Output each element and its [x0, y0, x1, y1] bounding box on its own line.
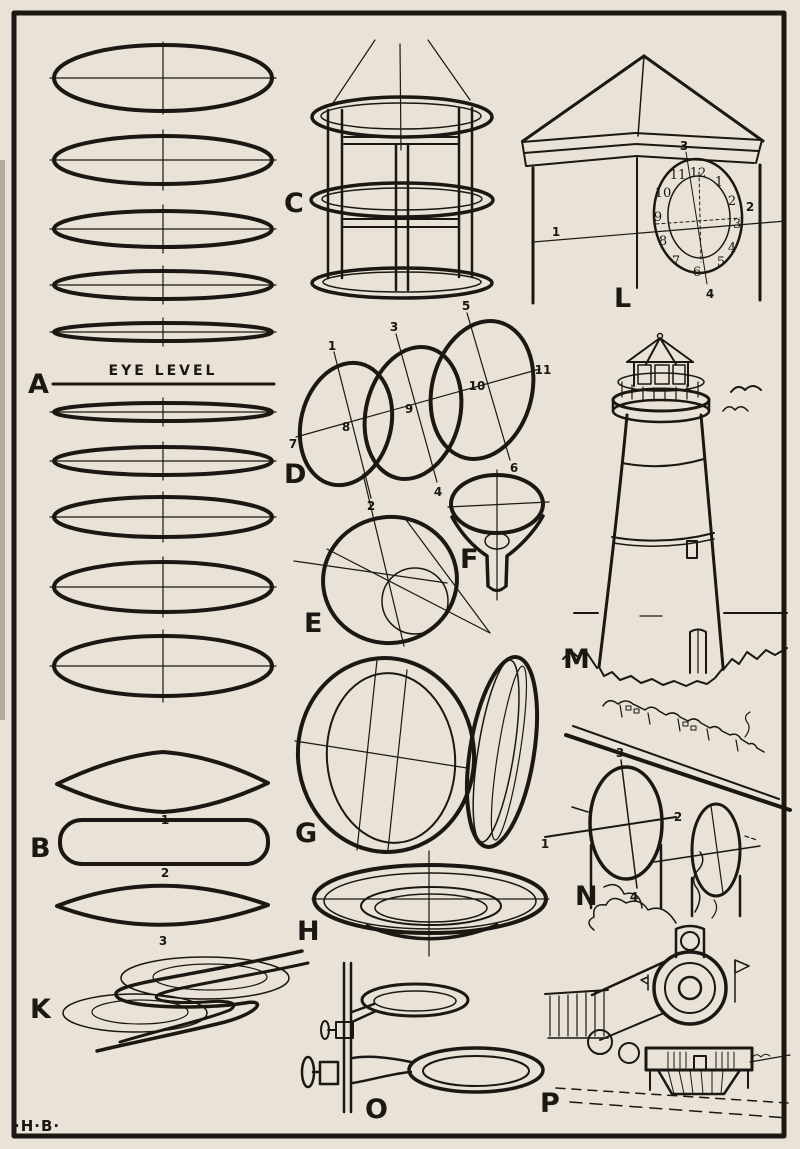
- figure-b-label: B: [30, 833, 51, 864]
- figure-p-label: P: [540, 1088, 560, 1119]
- svg-text:5: 5: [461, 299, 471, 313]
- svg-text:11: 11: [534, 363, 552, 377]
- figure-g-disc-views: [290, 651, 549, 860]
- svg-text:7: 7: [671, 254, 681, 269]
- scan-edge-shadow: [0, 160, 5, 720]
- eye-level-caption: EYE LEVEL: [108, 363, 218, 379]
- figure-n-label: N: [575, 881, 598, 912]
- svg-text:5: 5: [716, 255, 726, 270]
- svg-text:3: 3: [732, 217, 742, 232]
- svg-text:3: 3: [389, 320, 399, 334]
- svg-text:1: 1: [540, 837, 550, 851]
- svg-text:8: 8: [658, 234, 668, 249]
- figure-l-clock-tower: [522, 56, 786, 314]
- figure-g-label: G: [295, 818, 318, 849]
- svg-text:10: 10: [654, 186, 672, 201]
- svg-text:2: 2: [673, 810, 683, 824]
- svg-text:7: 7: [288, 437, 298, 451]
- svg-text:4: 4: [629, 890, 639, 904]
- serpentine-road-edge: [120, 963, 308, 1042]
- svg-text:9: 9: [404, 402, 414, 416]
- artist-monogram: ·H·B·: [14, 1117, 61, 1135]
- svg-text:2: 2: [745, 200, 755, 214]
- svg-text:4: 4: [433, 485, 443, 499]
- bird-icon: [723, 407, 748, 411]
- svg-text:6: 6: [509, 461, 519, 475]
- svg-text:1: 1: [551, 225, 561, 239]
- figure-c-label: C: [284, 188, 304, 219]
- svg-text:9: 9: [653, 210, 663, 225]
- svg-text:3: 3: [615, 746, 625, 760]
- figure-f-funnel: [448, 470, 549, 600]
- flag-icon: [735, 960, 749, 973]
- figure-o-ring-stand: [302, 963, 543, 1125]
- svg-text:3: 3: [679, 139, 689, 153]
- figure-m-label: M: [563, 644, 590, 675]
- figure-d-label: D: [284, 459, 307, 490]
- figure-h-plate: [297, 851, 549, 956]
- svg-text:2: 2: [366, 499, 376, 513]
- svg-text:2: 2: [727, 194, 737, 209]
- figure-k-serpentine-ellipses: [30, 951, 308, 1051]
- figure-k-label: K: [30, 994, 51, 1025]
- faulty-ellipse-lens: [57, 886, 268, 925]
- faulty-ellipse-diamond: [57, 752, 268, 812]
- svg-text:1: 1: [327, 339, 337, 353]
- svg-text:1: 1: [714, 175, 724, 190]
- figure-n-viaduct-arches: [541, 701, 790, 916]
- figure-b-faulty-ellipses: [30, 752, 268, 948]
- figure-d-tilted-ellipses: [284, 299, 551, 513]
- figure-f-label: F: [460, 544, 479, 575]
- figure-a-ellipse-series: [28, 42, 276, 702]
- svg-text:3: 3: [158, 934, 168, 948]
- figure-m-lighthouse: [563, 334, 787, 687]
- figure-e-label: E: [304, 608, 323, 639]
- svg-text:8: 8: [341, 420, 351, 434]
- figure-l-label: L: [614, 283, 632, 314]
- svg-text:10: 10: [468, 379, 486, 393]
- svg-text:6: 6: [692, 265, 702, 280]
- svg-text:4: 4: [705, 287, 715, 301]
- bird-icon: [731, 386, 761, 392]
- figure-h-label: H: [297, 916, 320, 947]
- svg-text:1: 1: [160, 813, 170, 827]
- figure-c-cylinder-cage: [284, 40, 493, 298]
- svg-text:11: 11: [669, 168, 687, 183]
- svg-text:4: 4: [727, 241, 737, 256]
- svg-text:2: 2: [160, 866, 170, 880]
- figure-a-label: A: [28, 369, 49, 400]
- svg-text:12: 12: [689, 166, 707, 181]
- figure-o-label: O: [365, 1094, 388, 1125]
